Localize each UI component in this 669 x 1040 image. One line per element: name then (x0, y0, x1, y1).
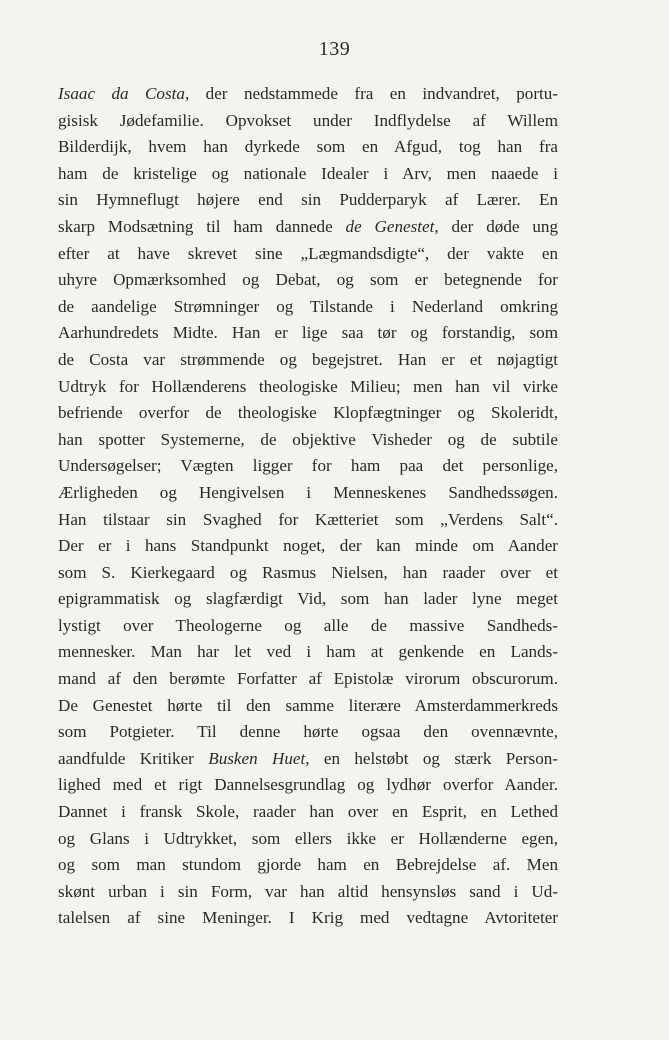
text-line (58, 267, 558, 294)
text-segment: han spotter Systemerne, de objektive Visheder og de subtile (58, 429, 558, 449)
text-line (58, 320, 558, 347)
text-line (58, 560, 558, 587)
text-segment: som Potgieter. Til denne hørte ogsaa den ovennævnte, (58, 722, 558, 742)
body-text (58, 81, 558, 932)
text-line (58, 719, 558, 746)
text-segment: , der nedstammede fra en indvandret, portu- (184, 84, 559, 103)
text-line (58, 905, 558, 932)
text-segment: de Costa var strømmende og begejstret. Han er et nøjagtigt (58, 349, 558, 369)
text-segment: de aandelige Strømninger og Tilstande i Nederland omkring (58, 296, 558, 316)
text-line (58, 453, 558, 480)
text-line (58, 613, 558, 640)
text-segment: efter at have skrevet sine „Lægmandsdigte“, der vakte en (58, 243, 558, 263)
text-line (58, 134, 558, 161)
text-segment: skønt urban i sin Form, var han altid hensynsløs sand i Ud- (58, 881, 558, 901)
text-line (58, 214, 558, 241)
text-segment: mand af den berømte Forfatter af Epistolæ virorum obscurorum. (58, 669, 558, 689)
text-line (58, 480, 558, 507)
text-line (58, 693, 558, 720)
text-line (58, 347, 558, 374)
text-line (58, 161, 558, 188)
text-segment: lighed med et rigt Dannelsesgrundlag og lydhør overfor Aander. (58, 775, 558, 795)
text-segment: ham de kristelige og nationale Idealer i Arv, men naaede i (58, 163, 558, 183)
text-segment: aandfulde Kritiker (58, 748, 209, 768)
text-segment: mennesker. Man har let ved i ham at genkende en Lands- (58, 642, 558, 662)
italic-name: Busken Huet (208, 748, 306, 768)
text-line (58, 879, 558, 906)
text-segment: Der er i hans Standpunkt noget, der kan minde om Aander (58, 536, 558, 556)
text-segment: , en helstøbt og stærk Person- (305, 748, 558, 768)
text-segment: som S. Kierkegaard og Rasmus Nielsen, han raader over et (58, 562, 558, 582)
text-segment: og Glans i Udtrykket, som ellers ikke er Hollænderne egen, (58, 828, 558, 848)
text-segment: Udtryk for Hollænderens theologiske Milieu; men han vil virke (58, 376, 558, 396)
text-segment: og som man stundom gjorde ham en Bebrejdelse af. Men (58, 855, 558, 875)
text-segment: befriende overfor de theologiske Klopfægtninger og Skoleridt, (58, 403, 558, 423)
text-line (58, 639, 558, 666)
text-segment: Aarhundredets Midte. Han er lige saa tør og forstandig, som (58, 323, 558, 343)
text-segment: Dannet i fransk Skole, raader han over en Esprit, en Lethed (58, 802, 558, 822)
text-segment: Han tilstaar sin Svaghed for Kætteriet som „Verdens Salt“. (58, 509, 558, 529)
text-line (58, 799, 558, 826)
text-line (58, 533, 558, 560)
text-line (58, 81, 558, 108)
text-line (58, 187, 558, 214)
italic-name: de Genestet (345, 216, 435, 236)
text-line (58, 772, 558, 799)
text-segment: sin Hymneflugt højere end sin Pudderparyk af Lærer. En (58, 190, 558, 210)
text-segment: Undersøgelser; Vægten ligger for ham paa det personlige, (58, 456, 558, 476)
text-line (58, 826, 558, 853)
text-segment: lystigt over Theologerne og alle de massive Sandheds- (58, 615, 558, 635)
text-line (58, 507, 558, 534)
italic-name: Isaac da Costa (58, 84, 185, 103)
text-line (58, 586, 558, 613)
text-segment: Ærligheden og Hengivelsen i Menneskenes Sandhedssøgen. (58, 482, 558, 502)
text-line (58, 666, 558, 693)
text-line (58, 427, 558, 454)
text-line (58, 294, 558, 321)
text-line (58, 852, 558, 879)
text-line (58, 241, 558, 268)
text-segment: epigrammatisk og slagfærdigt Vid, som han lader lyne meget (58, 589, 558, 609)
page-number: 139 (318, 38, 351, 60)
text-line (58, 108, 558, 135)
text-segment: , der døde ung (434, 216, 558, 236)
text-segment: skarp Modsætning til ham dannede (58, 216, 346, 236)
text-line (58, 374, 558, 401)
text-segment: De Genestet hørte til den samme literære Amsterdammerkreds (58, 695, 558, 715)
text-segment: talelsen af sine Meninger. I Krig med vedtagne Avtoriteter (58, 908, 558, 928)
text-line (58, 746, 558, 773)
text-line (58, 400, 558, 427)
text-segment: uhyre Opmærksomhed og Debat, og som er betegnende for (58, 270, 558, 290)
text-segment: Bilderdijk, hvem han dyrkede som en Afgud, tog han fra (58, 137, 558, 157)
text-segment: gisisk Jødefamilie. Opvokset under Indflydelse af Willem (58, 110, 558, 130)
